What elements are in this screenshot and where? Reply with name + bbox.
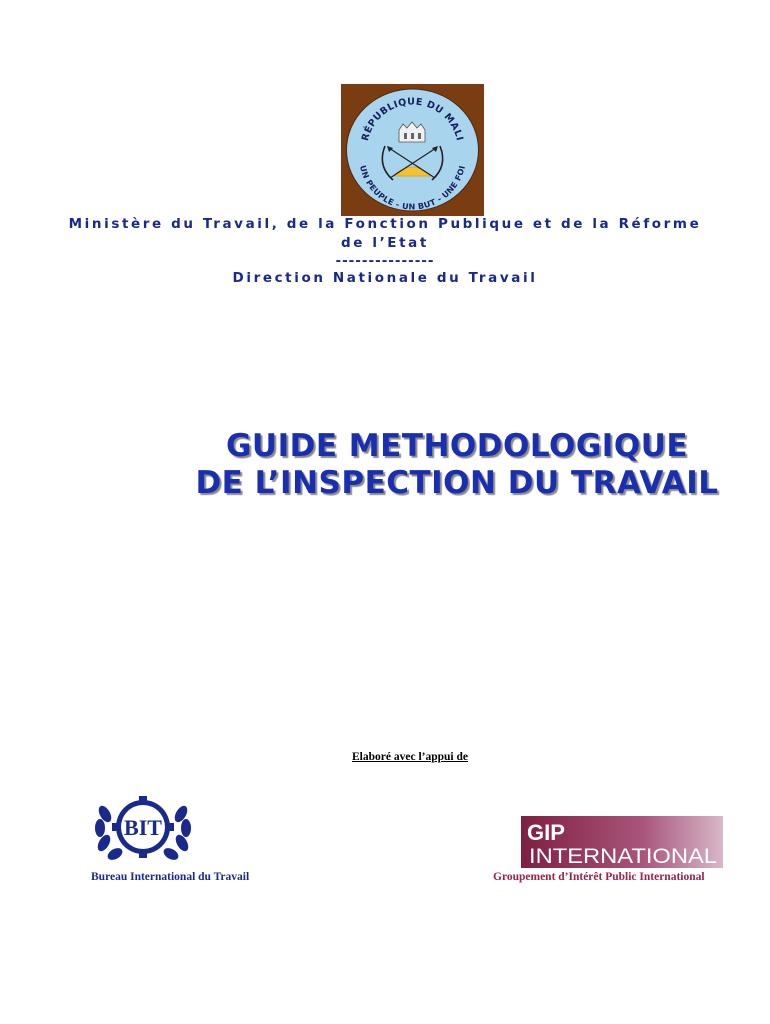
gip-caption: Groupement d’Intérêt Public International [493,871,705,883]
document-title-line-1: GUIDE METHODOLOGIQUE [225,428,689,464]
bit-logo [91,792,195,864]
direction-name: Direction Nationale du Travail [232,270,538,286]
bit-emblem-icon [91,792,195,864]
seal-bottom-text: UN PEUPLE - UN BUT - UNE FOI [357,164,467,212]
gip-international-logo [521,816,723,868]
ministry-line-2: de l’Etat [341,235,429,251]
support-label: Elaboré avec l’appui de [352,751,468,763]
seal-top-text: RÉPUBLIQUE DU MALI [359,96,466,143]
bit-caption: Bureau International du Travail [91,871,250,883]
ministry-line-1: Ministère du Travail, de la Fonction Publique et de la Réforme [68,216,702,232]
gip-logo-top-text: GIP [527,820,565,845]
seal-emblem-icon [341,84,484,216]
document-title-line-2: DE L’INSPECTION DU TRAVAIL [195,465,719,501]
mali-seal [341,84,484,216]
gip-logo-bottom-text: INTERNATIONAL [529,845,717,868]
bit-logo-text: BIT [124,815,162,840]
gip-emblem-icon [521,816,723,868]
header-separator: --------------- [335,253,435,269]
